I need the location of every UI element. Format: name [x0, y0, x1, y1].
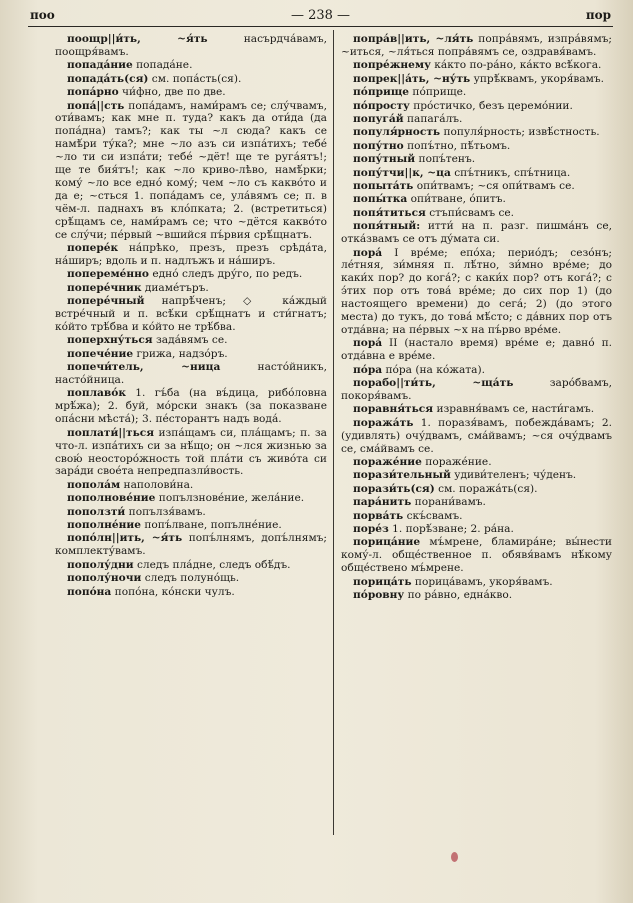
entry-headword: попы́тка: [353, 193, 408, 206]
dictionary-entry: [341, 33, 612, 59]
dictionary-entry: [341, 403, 612, 416]
dictionary-entry: [341, 496, 612, 509]
entry-translation: итти́ на п. разг. пишма́нъ се, отка́звамъ се отъ ду́мата си.: [341, 220, 612, 246]
dictionary-entry: [55, 100, 327, 242]
dictionary-entry: [341, 140, 612, 153]
dictionary-entry: [55, 427, 327, 479]
entry-translation: попълзя́вамъ.: [125, 505, 206, 518]
entry-headword: поперхну́ться: [67, 334, 153, 347]
entry-translation: заро́бвамъ, покоря́вамъ.: [341, 377, 612, 402]
dictionary-entry: [341, 220, 612, 246]
entry-translation: 1. гъ́ба (на въ́дица, рибо́ловна мрѣ́жа); 2. буй, мо́рски знакъ (за показване опа́сни мѣста́); 3. пе́сторантъ надъ вода́.: [55, 387, 327, 426]
entry-headword: по́просту: [353, 99, 410, 112]
dictionary-entry: [341, 364, 612, 377]
entry-translation: попъ́лнямъ, допъ́лнямъ; комплекту́вамъ.: [55, 532, 327, 558]
dictionary-entry: [341, 417, 612, 456]
page-header: [30, 6, 611, 24]
dictionary-entry: [341, 86, 612, 99]
entry-headword: порази́ть(ся): [353, 482, 435, 495]
entry-headword: по́ровну: [353, 589, 405, 602]
dictionary-entry: [341, 153, 612, 166]
entry-headword: по́ра: [353, 363, 383, 376]
entry-translation: см. поража́ть(ся).: [434, 482, 538, 495]
entry-headword: пора́: [353, 246, 383, 259]
dictionary-entry: [55, 73, 327, 86]
entry-headword: попо́на: [67, 585, 112, 598]
dictionary-entry: [341, 100, 612, 113]
dictionary-entry: [55, 268, 327, 281]
dictionary-entry: [341, 167, 612, 180]
entry-headword: пополнове́ние: [67, 492, 156, 505]
entry-headword: попола́м: [67, 478, 121, 491]
entry-translation: удиви́теленъ; чу́денъ.: [450, 469, 577, 482]
entry-translation: ка́кто по-ра́но, ка́кто всѣ́кога.: [430, 59, 602, 72]
entry-translation: II (настало время) вре́ме е; давно́ п. отда́вна е вре́ме.: [341, 337, 612, 363]
entry-headword: попере́чный: [67, 295, 145, 308]
dictionary-entry: [341, 377, 612, 403]
entry-translation: попъ́тно, пѣ́тьомъ.: [403, 139, 511, 152]
entry-translation: по ра́вно, една́кво.: [404, 589, 513, 602]
dictionary-entry: [341, 113, 612, 126]
entry-translation: спъ́тникъ, спъ́тница.: [450, 166, 571, 179]
entry-headword: пара́нить: [353, 496, 412, 509]
dictionary-entry: [55, 348, 327, 361]
entry-translation: попъ́тенъ.: [415, 153, 476, 166]
entry-translation: попъ́лване, попълне́ние.: [140, 519, 282, 532]
entry-headword: попыта́ть: [353, 179, 414, 192]
entry-translation: зада́вямъ се.: [152, 334, 228, 347]
entry-translation: мъ́мрене, бламира́не; вы́нести кому́-л. обще́ственное п. обявя́вамъ нѣ́кому обще́ствено мъ́мрене.: [341, 536, 612, 575]
entry-translation: 1. поразя́вамъ, побежда́вамъ; 2. (удивлять) очу́двамъ, сма́йвамъ; ~ся очу́двамъ се, сма́йвамъ се.: [341, 416, 612, 455]
dictionary-entry: [55, 242, 327, 268]
entry-translation: грижа, надзо́ръ.: [133, 347, 228, 360]
dictionary-entry: [55, 572, 327, 585]
dictionary-entry: [341, 59, 612, 72]
entry-translation: наполови́на.: [120, 478, 194, 491]
header-rule: [28, 26, 613, 27]
entry-headword: попя́титься: [353, 206, 426, 219]
dictionary-entry: [341, 469, 612, 482]
dictionary-entry: [341, 536, 612, 575]
dictionary-entry: [341, 576, 612, 589]
dictionary-entry: [341, 456, 612, 469]
dictionary-entry: [341, 73, 612, 86]
dictionary-entry: [55, 334, 327, 347]
ink-stain: [451, 852, 458, 862]
entry-headword: поплаво́к: [67, 387, 126, 400]
entry-headword: попя́тный:: [353, 220, 421, 233]
entry-translation: на́прѣко, презъ, презъ срѣда́та, на́ширъ; вдоль и п. надлъжъ и на́ширъ.: [55, 242, 327, 267]
dictionary-entry: [55, 532, 327, 558]
dictionary-entry: [55, 506, 327, 519]
dictionary-entry: [55, 282, 327, 295]
entry-translation: I вре́ме; епо́ха; перио́дъ; сезо́нъ; ле́тняя, зи́мняя п. лѣ́тно, зи́мно вре́ме; до каки́х пор? до кога́?; с каки́х пор? отъ кога́?; с э́тих пор отъ това́ вре́ме; до сих пор 1) (до настоящего времени) до сега́; 2) (до этого места) до тукъ, до това́ мѣ́сто; с да́вних пор отъ отда́вна; на пе́рвых ~х на пъ́рво вре́ме.: [341, 246, 612, 336]
entry-translation: следъ полуно́щь.: [141, 572, 240, 585]
entry-translation: изравня́вамъ се, насти́гамъ.: [433, 403, 595, 416]
dictionary-entry: [55, 519, 327, 532]
dictionary-entry: [341, 180, 612, 193]
entry-headword: поража́ть: [353, 416, 414, 429]
right-column: [341, 33, 612, 602]
page-number: — 238 —: [290, 8, 351, 23]
entry-headword: попада́ть(ся): [67, 72, 149, 85]
header-left-guide-word: поо: [30, 8, 55, 22]
entry-translation: насърдча́вамъ, поощря́вамъ.: [55, 33, 327, 58]
entry-headword: попада́ние: [67, 59, 133, 72]
entry-headword: попере́чник: [67, 281, 142, 294]
dictionary-entry: [341, 193, 612, 206]
entry-headword: поре́з: [353, 523, 389, 536]
entry-translation: скъ́свамъ.: [403, 509, 463, 522]
entry-headword: попре́жнему: [353, 59, 431, 72]
left-column: [55, 33, 327, 599]
entry-headword: поощр||и́ть, ~я́ть: [67, 33, 208, 45]
dictionary-entry: [55, 479, 327, 492]
entry-headword: порица́ть: [353, 575, 412, 588]
entry-translation: 1. порѣ́зване; 2. ра́на.: [388, 523, 514, 536]
entry-headword: пополу́дни: [67, 558, 134, 571]
entry-translation: чи́фно, две по две.: [118, 86, 226, 99]
entry-headword: попу́тчи||к, ~ца: [353, 166, 451, 179]
entry-headword: попу́тный: [353, 153, 416, 166]
entry-translation: по́прище.: [409, 86, 467, 99]
dictionary-entry: [55, 86, 327, 99]
dictionary-entry: [55, 387, 327, 426]
entry-headword: порица́ние: [353, 536, 421, 549]
dictionary-entry: [341, 207, 612, 220]
entry-headword: попу́тно: [353, 139, 404, 152]
dictionary-entry: [55, 59, 327, 72]
entry-headword: порва́ть: [353, 509, 404, 522]
entry-headword: попуга́й: [353, 112, 404, 125]
entry-headword: попа́||сть: [67, 99, 125, 112]
entry-headword: пора́: [353, 337, 383, 350]
entry-translation: папага́лъ.: [403, 112, 463, 125]
entry-translation: опи́твамъ; ~ся опи́твамъ се.: [413, 179, 575, 192]
entry-headword: попечи́тель, ~ница: [67, 361, 221, 374]
entry-translation: едно́ следъ дру́го, по редъ.: [148, 268, 303, 281]
dictionary-entry: [55, 586, 327, 599]
entry-translation: опи́тване, о́питъ.: [407, 193, 506, 206]
entry-translation: про́стичко, безъ церемо́нии.: [409, 99, 573, 112]
entry-translation: диаме́търъ.: [141, 281, 209, 294]
entry-translation: упрѣ́квамъ, укоря́вамъ.: [470, 72, 605, 85]
entry-translation: следъ пла́дне, следъ обѣ́дъ.: [133, 558, 291, 571]
dictionary-entry: [55, 33, 327, 59]
entry-headword: попо́лн||ить, ~я́ть: [67, 532, 183, 545]
entry-headword: попра́в||ить, ~ля́ть: [353, 33, 474, 45]
entry-translation: по́ра (на ко́жата).: [382, 363, 485, 376]
entry-headword: попече́ние: [67, 347, 134, 360]
dictionary-entry: [55, 559, 327, 572]
entry-translation: попо́на, ко́нски чулъ.: [111, 585, 235, 598]
entry-headword: попере́к: [67, 242, 119, 254]
dictionary-entry: [55, 361, 327, 387]
entry-translation: изпа́щамъ си, пла́щамъ; п. за что-л. изпа́тихъ си за нѣ́що; он ~лся жизнью за свою́ неосторо́жность той пла́ти съ живо́та си зара́ди свое́та непредпазли́вость.: [55, 426, 327, 478]
entry-translation: стъпи́свамъ се.: [425, 206, 515, 219]
entry-translation: попълзнове́ние, жела́ние.: [155, 492, 305, 505]
entry-translation: насто́йникъ, насто́йница.: [55, 361, 327, 387]
entry-headword: поравня́ться: [353, 403, 434, 416]
entry-headword: пополу́ночи: [67, 572, 142, 585]
entry-headword: попрек||а́ть, ~ну́ть: [353, 72, 471, 85]
entry-translation: пораже́ние.: [421, 456, 492, 468]
dictionary-entry: [341, 483, 612, 496]
entry-translation: см. попа́сть(ся).: [148, 72, 242, 85]
entry-headword: порази́тельный: [353, 469, 451, 482]
dictionary-entry: [341, 337, 612, 363]
entry-headword: попереме́нно: [67, 268, 149, 281]
entry-headword: популя́рность: [353, 126, 441, 139]
entry-headword: пополне́ние: [67, 519, 141, 532]
entry-headword: поплати́||ться: [67, 426, 155, 439]
entry-headword: порабо||ти́ть, ~ща́ть: [353, 377, 514, 390]
dictionary-entry: [341, 589, 612, 602]
entry-translation: популя́рность; извѣ́стность.: [440, 126, 600, 139]
entry-headword: по́прище: [353, 86, 410, 99]
entry-translation: порица́вамъ, укоря́вамъ.: [411, 575, 553, 588]
entry-translation: попра́вямъ, изпра́вямъ; ~иться, ~ля́ться попра́вямъ се, оздравя́вамъ.: [341, 33, 612, 58]
dictionary-entry: [341, 247, 612, 337]
entry-translation: попада́не.: [132, 59, 193, 72]
dictionary-entry: [341, 510, 612, 523]
column-divider: [333, 30, 334, 835]
header-right-guide-word: пор: [585, 8, 611, 22]
entry-headword: поползти́: [67, 505, 126, 518]
entry-translation: напрѣ́ченъ; ◇ ка́ждый встре́чный и п. всѣ́ки срѣ́щнатъ и сти́гнатъ; ко́йто трѣ́бва и ко́йто не трѣ́бва.: [55, 295, 327, 333]
entry-translation: попа́дамъ, нами́рамъ се; слу́чвамъ, оти́вамъ; как мне п. туда? какъ да оти́да (да попа́дна) тамъ?; как ты ~л сюда? какъ се намѣ́ри ту́ка?; мне ~ло азъ си изпа́тихъ; тебе́ ~ло ти си изпа́ти; тебе́ ~дёт! ще те руга́ятъ!; ще те бия́тъ!; как ~ло криво-лѣво, намѣ́рки; кому́ ~ло все едно́ кому́; чем ~ло съ какво́то и да е; ~сться 1. попа́дамъ се, ула́вямъ се; п. в чём-л. паднахъ въ кло́пката; 2. (встретиться) срѣ́щамъ се, нами́рамъ се; что ~дётся какво́то се слу́чи; пе́рвый ~вшийся пъ́рвия срѣ́щнатъ.: [55, 99, 327, 241]
dictionary-entry: [341, 126, 612, 139]
entry-translation: порани́вамъ.: [411, 496, 486, 509]
entry-headword: попа́рно: [67, 86, 119, 99]
dictionary-entry: [55, 295, 327, 334]
dictionary-entry: [341, 523, 612, 536]
entry-headword: пораже́ние: [353, 456, 422, 468]
dictionary-entry: [55, 492, 327, 505]
